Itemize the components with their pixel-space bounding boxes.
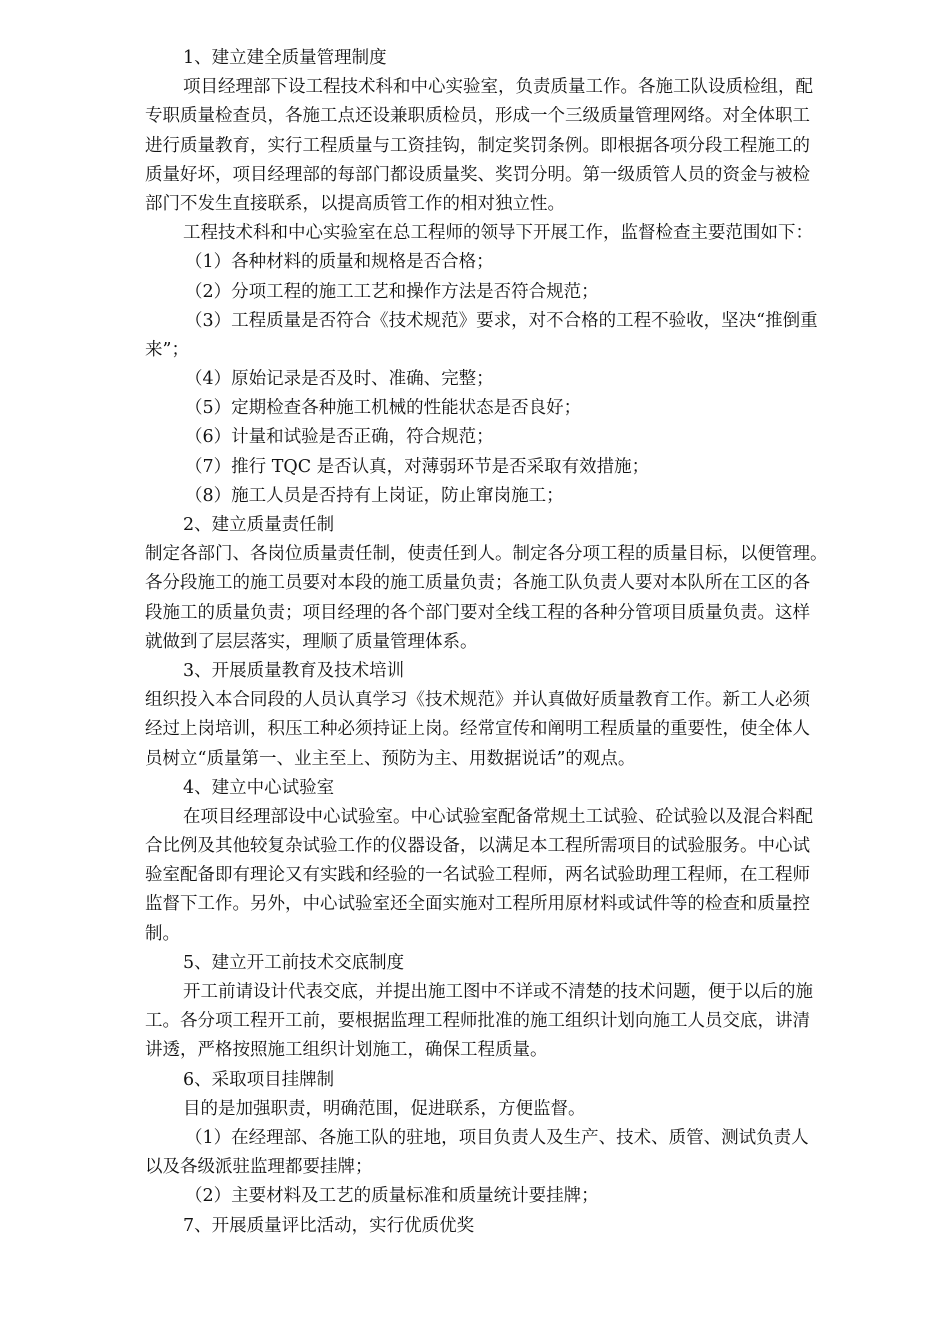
text-line: 质量好坏，项目经理部的每部门都设质量奖、奖罚分明。第一级质管人员的资金与被检 [145,164,810,185]
text-line: （7）推行 TQC 是否认真，对薄弱环节是否采取有效措施； [185,456,650,477]
text-line: 段施工的质量负责；项目经理的各个部门要对全线工程的各种分管项目质量负责。这样 [145,602,810,623]
text-line: 在项目经理部设中心试验室。中心试验室配备常规土工试验、砼试验以及混合料配 [183,806,813,827]
text-line: 4、建立中心试验室 [183,777,335,798]
text-line: 来”； [145,339,189,360]
text-line: 进行质量教育，实行工程质量与工资挂钩，制定奖罚条例。即根据各项分段工程施工的 [145,135,810,156]
text-line: 员树立“质量第一、业主至上、预防为主、用数据说话”的观点。 [145,748,636,769]
text-line: （2）主要材料及工艺的质量标准和质量统计要挂牌； [185,1186,599,1207]
text-line: 监督下工作。另外，中心试验室还全面实施对工程所用原材料或试件等的检查和质量控 [145,894,810,915]
text-line: 2、建立质量责任制 [183,515,335,535]
text-line: （1）各种材料的质量和规格是否合格； [185,252,494,273]
text-line: （5）定期检查各种施工机械的性能状态是否良好； [185,398,582,419]
text-line: 项目经理部下设工程技术科和中心实验室，负责质量工作。各施工队设质检组，配 [183,77,813,98]
text-line: （3）工程质量是否符合《技术规范》要求，对不合格的工程不验收，坚决“推倒重 [185,310,818,331]
document-page [145,44,885,1241]
text-line: 制定各部门、各岗位质量责任制，使责任到人。制定各分项工程的质量目标，以便管理。 [145,544,828,565]
text-line: 就做到了层层落实，理顺了质量管理体系。 [145,631,478,652]
text-line: （8）施工人员是否持有上岗证，防止窜岗施工； [185,485,564,506]
text-line: 1、建立建全质量管理制度 [183,48,387,68]
text-line: （1）在经理部、各施工队的驻地，项目负责人及生产、技术、质管、测试负责人 [185,1127,809,1148]
text-line: 工。各分项工程开工前，要根据监理工程师批准的施工组织计划向施工人员交底，讲清 [145,1011,810,1032]
text-line: （6）计量和试验是否正确，符合规范； [185,427,494,448]
text-line: 目的是加强职责，明确范围，促进联系，方便监督。 [183,1098,586,1119]
text-line: 3、开展质量教育及技术培训 [183,660,405,681]
text-line: 7、开展质量评比活动，实行优质优奖 [183,1215,475,1236]
text-line: 开工前请设计代表交底，并提出施工图中不详或不清楚的技术问题，便于以后的施 [183,982,813,1002]
text-line: （4）原始记录是否及时、准确、完整； [185,369,494,390]
text-line: 各分段施工的施工员要对本段的施工质量负责；各施工队负责人要对本队所在工区的各 [145,573,810,594]
text-line: 部门不发生直接联系，以提高质管工作的相对独立性。 [145,193,565,214]
text-line: 组织投入本合同段的人员认真学习《技术规范》并认真做好质量教育工作。新工人必须 [145,690,810,711]
text-line: 讲透，严格按照施工组织计划施工，确保工程质量。 [145,1040,548,1061]
text-line: 合比例及其他较复杂试验工作的仪器设备，以满足本工程所需项目的试验服务。中心试 [145,836,810,857]
text-line: 专职质量检查员，各施工点还设兼职质检员，形成一个三级质量管理网络。对全体职工 [145,106,810,127]
text-line: 制。 [145,923,180,944]
text-line: 6、采取项目挂牌制 [183,1069,335,1090]
text-line: 以及各级派驻监理都要挂牌； [145,1157,373,1178]
text-line: 5、建立开工前技术交底制度 [183,952,405,973]
text-line: 经过上岗培训，积压工种必须持证上岗。经常宣传和阐明工程质量的重要性，使全体人 [145,719,810,740]
text-line: 验室配备即有理论又有实践和经验的一名试验工程师，两名试验助理工程师，在工程师 [145,865,810,886]
text-line: （2）分项工程的施工工艺和操作方法是否符合规范； [185,281,599,302]
text-line: 工程技术科和中心实验室在总工程师的领导下开展工作，监督检查主要范围如下： [183,223,813,244]
